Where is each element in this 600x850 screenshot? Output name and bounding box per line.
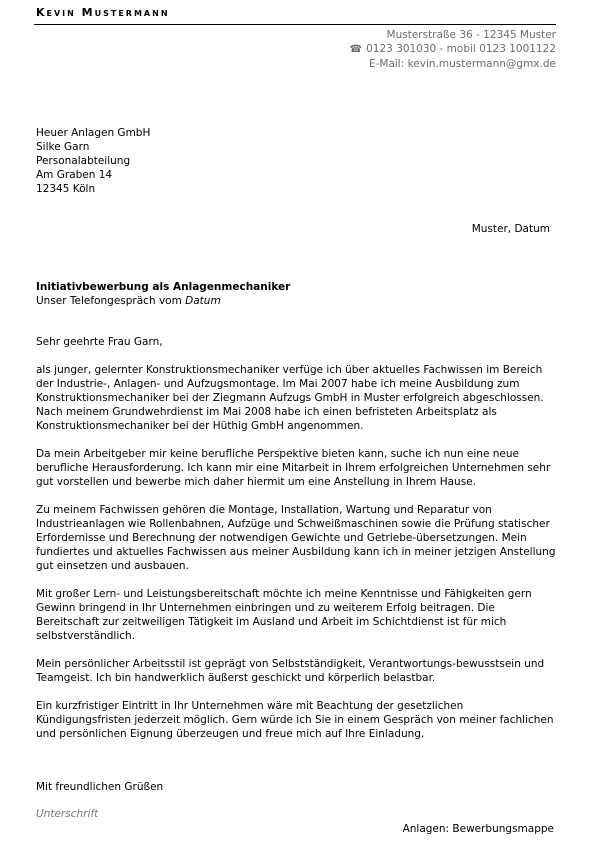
body-paragraph: Mit großer Lern- und Leistungsbereitschaft möchte ich meine Kenntnisse und Fähigkeiten gern Gewinn bringend in Ihr Unternehmen einbringen und zu weiterem Erfolg beitragen. Die Bereitschaft zur zeitweiligen Tätigkeit im Ausland und Arbeit im Schichtdienst ist für mich selbstverständlich. bbox=[36, 588, 532, 642]
closing: Mit freundlichen Grüßen bbox=[36, 781, 164, 793]
letter-body bbox=[36, 335, 558, 755]
sender-contact-block bbox=[350, 28, 556, 71]
place-date: Muster, Datum bbox=[471, 223, 550, 235]
body-paragraph: Ein kurzfristiger Eintritt in Ihr Unternehmen wäre mit Beachtung der gesetzlichen Kündigungsfristen jederzeit möglich. Gern würde ich Sie in einem Gespräch von meiner fachlichen und persönlichen Eignung überzeugen und freue mich auf Ihre Einladung. bbox=[36, 700, 554, 740]
signature: Unterschrift bbox=[36, 808, 99, 820]
recipient-address bbox=[36, 126, 150, 196]
sender-name: Kevin Mustermann bbox=[36, 6, 170, 19]
sender-phone-line bbox=[350, 42, 556, 57]
body-paragraph: Mein persönlicher Arbeitsstil ist geprägt von Selbstständigkeit, Verantwortungs-bewusstsein und Teamgeist. Ich bin handwerklich äußerst geschickt und körperlich belastbar. bbox=[36, 658, 545, 684]
subject-reference-prefix: Unser Telefongespräch vom bbox=[36, 295, 186, 307]
body-paragraph: Zu meinem Fachwissen gehören die Montage, Installation, Wartung und Reparatur von Industrieanlagen wie Rollenbahnen, Aufzüge und Schweißmaschinen sowie die Prüfung statischer Erfordernisse und Berechnung der notwendigen Gewichte und Getriebe-übersetzungen. Mein fundiertes und aktuelles Fachwissen aus meiner Ausbildung kann ich in meiner jetzigen Anstellung gut einsetzen und ausbauen. bbox=[36, 504, 556, 572]
attachments: Anlagen: Bewerbungsmappe bbox=[402, 823, 554, 835]
subject-block bbox=[36, 280, 290, 308]
recipient-department: Personalabteilung bbox=[36, 155, 131, 167]
header-divider bbox=[34, 24, 556, 25]
phone-icon: ☎ bbox=[349, 44, 363, 55]
recipient-city: 12345 Köln bbox=[36, 183, 96, 195]
body-paragraph: Da mein Arbeitgeber mir keine berufliche Perspektive bieten kann, suche ich nun eine neue berufliche Herausforderung. Ich kann mir eine Mitarbeit in Ihrem erfolgreichen Unternehmen sehr gut vorstellen und bewerbe mich daher hiermit um eine Anstellung in Ihrem Hause. bbox=[36, 448, 551, 488]
recipient-person: Silke Garn bbox=[36, 141, 90, 153]
subject-title: Initiativbewerbung als Anlagenmechaniker bbox=[36, 281, 291, 293]
subject-reference-date: Datum bbox=[185, 295, 221, 307]
salutation: Sehr geehrte Frau Garn, bbox=[36, 336, 163, 348]
subject-reference bbox=[36, 294, 290, 308]
body-paragraph: als junger, gelernter Konstruktionsmechaniker verfüge ich über aktuelles Fachwissen im Bereich der Industrie-, Anlagen- und Aufzugsmontage. Im Mai 2007 habe ich meine Ausbildung zum Konstruktionsmechaniker bei der Ziegmann Aufzugs GmbH in Muster erfolgreich abgeschlossen. Nach meinem Grundwehrdienst im Mai 2008 habe ich einen befristeten Arbeitsplatz als Konstruktionsmechaniker bei der Hüthig GmbH angenommen. bbox=[36, 364, 544, 432]
recipient-street: Am Graben 14 bbox=[36, 169, 113, 181]
sender-phone: 0123 301030 - mobil 0123 1001122 bbox=[366, 43, 556, 55]
sender-address: Musterstraße 36 - 12345 Muster bbox=[386, 29, 556, 41]
recipient-company: Heuer Anlagen GmbH bbox=[36, 127, 151, 139]
sender-email: E-Mail: kevin.mustermann@gmx.de bbox=[368, 58, 556, 70]
